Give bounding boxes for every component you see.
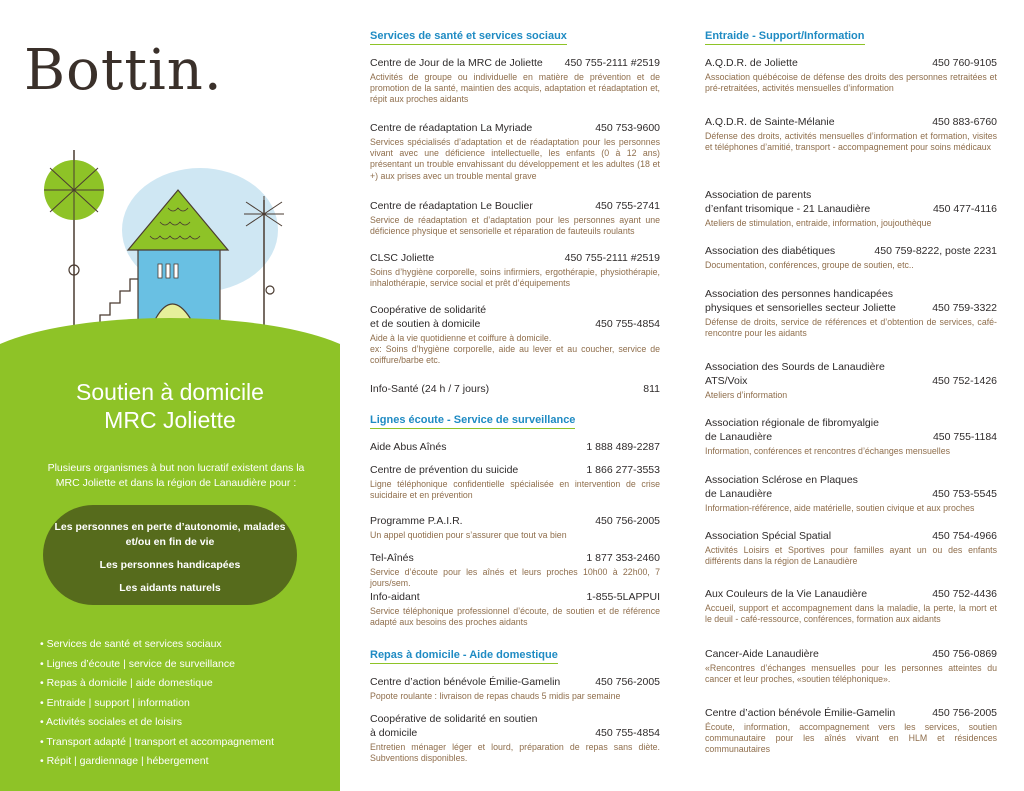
- entry-description: Ateliers de stimulation, entraide, information, joujouthèque: [705, 218, 932, 228]
- entry-description: Association québécoise de défense des droits des personnes retraitées et pré-retraitées, activités mensuelles d’information: [705, 72, 997, 94]
- entry-name: Centre de réadaptation La Myriade: [370, 122, 533, 134]
- directory-entry: [705, 647, 997, 685]
- category-item: • Transport adapté | transport et accompagnement: [40, 735, 275, 748]
- directory-entry: [705, 115, 997, 153]
- entry-phone: 450 759-8222, poste 2231: [874, 245, 997, 257]
- directory-entry: [370, 440, 660, 454]
- entry-phone: 1 866 277-3553: [586, 464, 660, 476]
- entry-phone: 1 888 489-2287: [586, 441, 660, 453]
- directory-entry: [370, 382, 660, 396]
- entry-phone: 450 755-4854: [595, 727, 660, 739]
- entry-name: A.Q.D.R. de Sainte-Mélanie: [705, 116, 835, 128]
- entry-name: Coopérative de solidarité et de soutien à domicile: [370, 304, 487, 330]
- entry-phone: 450 760-9105: [932, 57, 997, 69]
- entry-description: Ateliers d’information: [705, 390, 788, 400]
- entry-phone: 1-855-5LAPPUI: [586, 591, 660, 603]
- category-item: • Activités sociales et de loisirs: [40, 716, 182, 728]
- entry-phone: 450 755-2111 #2519: [564, 252, 660, 264]
- entry-description: Information-référence, aide matérielle, soutien civique et aux proches: [705, 503, 975, 513]
- section-title-entraide: Entraide - Support/Information: [705, 30, 865, 45]
- entry-phone: 450 756-2005: [595, 676, 660, 688]
- entry-phone: 1 877 353-2460: [586, 552, 660, 564]
- entry-phone: 450 756-2005: [595, 515, 660, 527]
- directory-entry: [705, 416, 997, 457]
- section-title-ecoute: Lignes écoute - Service de surveillance: [370, 414, 575, 429]
- entry-name: Programme P.A.I.R.: [370, 515, 463, 527]
- directory-entry: [370, 712, 660, 764]
- entry-description: Accueil, support et accompagnement dans la maladie, la perte, la mort et le deuil - café-ressource, conférences, formation aux aidants: [705, 603, 997, 625]
- directory-entry: [705, 360, 997, 401]
- directory-entry: [705, 287, 997, 339]
- entry-name: Centre de réadaptation Le Bouclier: [370, 200, 533, 212]
- directory-entry: [705, 56, 997, 94]
- entry-name: Association des personnes handicapées physiques et sensorielles secteur Joliette: [705, 288, 896, 314]
- entry-name: A.Q.D.R. de Joliette: [705, 57, 798, 69]
- entry-name: Association des Sourds de Lanaudière ATS/Voix: [705, 361, 885, 387]
- panel-title: [0, 378, 340, 434]
- entry-description: Écoute, information, accompagnement vers les services, soutien communautaire pour les aînés vivant en HLM et résidences communautaires: [705, 722, 997, 755]
- entry-description: Défense de droits, service de références et d’obtention de services, café-rencontre pour les aidants: [705, 317, 997, 339]
- entry-name: Centre d’action bénévole Émilie-Gamelin: [370, 676, 561, 688]
- entry-description: Activités Loisirs et Sportives pour familles ayant un ou des enfants différents dans la région de Lanaudière: [705, 545, 997, 567]
- directory-entry: [705, 244, 997, 271]
- entry-name: Centre de Jour de la MRC de Joliette: [370, 57, 543, 69]
- intro-text: Plusieurs organismes à but non lucratif existent dans la MRC Joliette et dans la région de Lanaudière pour :: [47, 462, 305, 489]
- directory-entry: [370, 199, 660, 237]
- entry-description: Information, conférences et rencontres d’échanges mensuelles: [705, 446, 950, 456]
- entry-phone: 450 752-4436: [932, 588, 997, 600]
- panel-title-line2: MRC Joliette: [104, 407, 236, 433]
- directory-entry: [705, 706, 997, 756]
- target-group: Les personnes handicapées: [99, 559, 241, 571]
- entry-phone: 450 752-1426: [932, 375, 997, 387]
- entry-name: Tel-Aînés: [370, 552, 414, 564]
- target-groups-oval: [43, 505, 297, 605]
- entry-description: Service téléphonique professionnel d’écoute, de soutien et de référence adapté aux besoins des proches aidants: [370, 606, 660, 628]
- entry-description: Documentation, conférences, groupe de soutien, etc..: [705, 260, 914, 270]
- entry-phone: 450 755-1184: [932, 431, 997, 443]
- entry-description: Service de réadaptation et d’adaptation pour les personnes ayant une déficience physique et sensorielle et réparation de fauteuils roulants: [370, 215, 660, 237]
- directory-entry: [370, 463, 660, 501]
- entry-name: Association de parents d’enfant trisomique - 21 Lanaudière: [705, 189, 871, 215]
- category-item: • Repas à domicile | aide domestique: [40, 677, 213, 689]
- directory-entry: [370, 551, 660, 589]
- entry-name: Association Sclérose en Plaques de Lanaudière: [705, 474, 858, 500]
- entry-name: Aide Abus Aînés: [370, 441, 447, 453]
- entry-name: Association Spécial Spatial: [705, 530, 832, 542]
- category-item: • Services de santé et services sociaux: [40, 638, 222, 650]
- entry-phone: 450 477-4116: [932, 203, 997, 215]
- directory-entry: [705, 188, 997, 229]
- left-panel: [0, 0, 340, 791]
- entry-description: Activités de groupe ou individuelle en matière de prévention et de promotion de la santé, maintien des acquis, adaptation et réadaptation et, répit aux proches aidants: [370, 72, 660, 105]
- target-group: Les personnes en perte d’autonomie, malades et/ou en fin de vie: [54, 521, 286, 548]
- entry-phone: 450 755-4854: [595, 318, 660, 330]
- entry-description: «Rencontres d’échanges mensuelles pour les personnes atteintes du cancer et leur proches, «soutien téléphonique».: [705, 663, 997, 685]
- section-title-sante: Services de santé et services sociaux: [370, 30, 567, 45]
- category-list: [40, 635, 274, 772]
- directory-entry: [705, 529, 997, 567]
- entry-description: Défense des droits, activités mensuelles d’information et formation, visites et téléphones d’amitié, transport - accompagnement pour soins médicaux: [705, 131, 997, 153]
- panel-title-line1: Soutien à domicile: [76, 379, 264, 405]
- page-title: Bottin.: [24, 38, 223, 103]
- directory-entry: [705, 587, 997, 625]
- entry-description: Soins d’hygiène corporelle, soins infirmiers, ergothérapie, physiothérapie, inhalothérapie, service social et prêt d’équipements: [370, 267, 660, 289]
- entry-description: Aide à la vie quotidienne et coiffure à domicile. ex: Soins d’hygiène corporelle, aide au lever et au coucher, service de coiffure/barbe etc.: [370, 333, 660, 366]
- directory-entry: [370, 121, 660, 182]
- entry-description: Services spécialisés d’adaptation et de réadaptation pour les personnes vivant avec une déficience intellectuelle, les enfants (0 à 12 ans) présentant un trouble envahissant du développement et les adultes (18 et +) aux prises avec un trouble mental grave: [370, 137, 660, 181]
- entry-description: Popote roulante : livraison de repas chauds 5 midis par semaine: [370, 691, 621, 701]
- entry-description: Entretien ménager léger et lourd, préparation de repas sans diète. Subventions disponibles.: [370, 742, 660, 764]
- entry-description: Service d’écoute pour les aînés et leurs proches 10h00 à 22h00, 7 jours/sem.: [370, 567, 660, 589]
- entry-phone: 450 754-4966: [932, 530, 997, 542]
- entry-phone: 450 759-3322: [932, 302, 997, 314]
- entry-phone: 450 756-2005: [932, 707, 997, 719]
- entry-name: Info-aidant: [370, 591, 420, 603]
- directory-entry: [370, 56, 660, 106]
- entry-phone: 450 755-2741: [595, 200, 660, 212]
- category-item: • Répit | gardiennage | hébergement: [40, 755, 209, 767]
- directory-entry: [370, 514, 660, 541]
- entry-phone: 450 753-9600: [595, 122, 660, 134]
- entry-name: CLSC Joliette: [370, 252, 435, 264]
- entry-phone: 450 756-0869: [932, 648, 997, 660]
- entry-phone: 450 755-2111 #2519: [564, 57, 660, 69]
- category-item: • Entraide | support | information: [40, 696, 190, 709]
- directory-entry: [370, 675, 660, 702]
- entry-name: Association régionale de fibromyalgie de Lanaudière: [705, 417, 879, 443]
- entry-description: Un appel quotidien pour s’assurer que tout va bien: [370, 530, 567, 540]
- target-group: Les aidants naturels: [119, 582, 221, 594]
- directory-entry: [370, 303, 660, 367]
- entry-name: Centre de prévention du suicide: [370, 464, 519, 476]
- entry-phone: 450 753-5545: [932, 488, 997, 500]
- entry-name: Coopérative de solidarité en soutien à domicile: [370, 713, 538, 739]
- entry-description: Ligne téléphonique confidentielle spécialisée en intervention de crise suicidaire et en prévention: [370, 479, 660, 501]
- category-item: • Lignes d’écoute | service de surveillance: [40, 657, 235, 670]
- entry-phone: 811: [643, 383, 660, 395]
- entry-name: Info-Santé (24 h / 7 jours): [370, 383, 490, 395]
- entry-name: Association des diabétiques: [705, 245, 836, 257]
- directory-entry: [705, 473, 997, 514]
- entry-name: Cancer-Aide Lanaudière: [705, 648, 819, 660]
- directory-entry: [370, 590, 660, 628]
- entry-name: Aux Couleurs de la Vie Lanaudière: [705, 588, 868, 600]
- entry-name: Centre d’action bénévole Émilie-Gamelin: [705, 707, 896, 719]
- entry-phone: 450 883-6760: [932, 116, 997, 128]
- directory-entry: [370, 251, 660, 289]
- section-title-repas: Repas à domicile - Aide domestique: [370, 649, 558, 664]
